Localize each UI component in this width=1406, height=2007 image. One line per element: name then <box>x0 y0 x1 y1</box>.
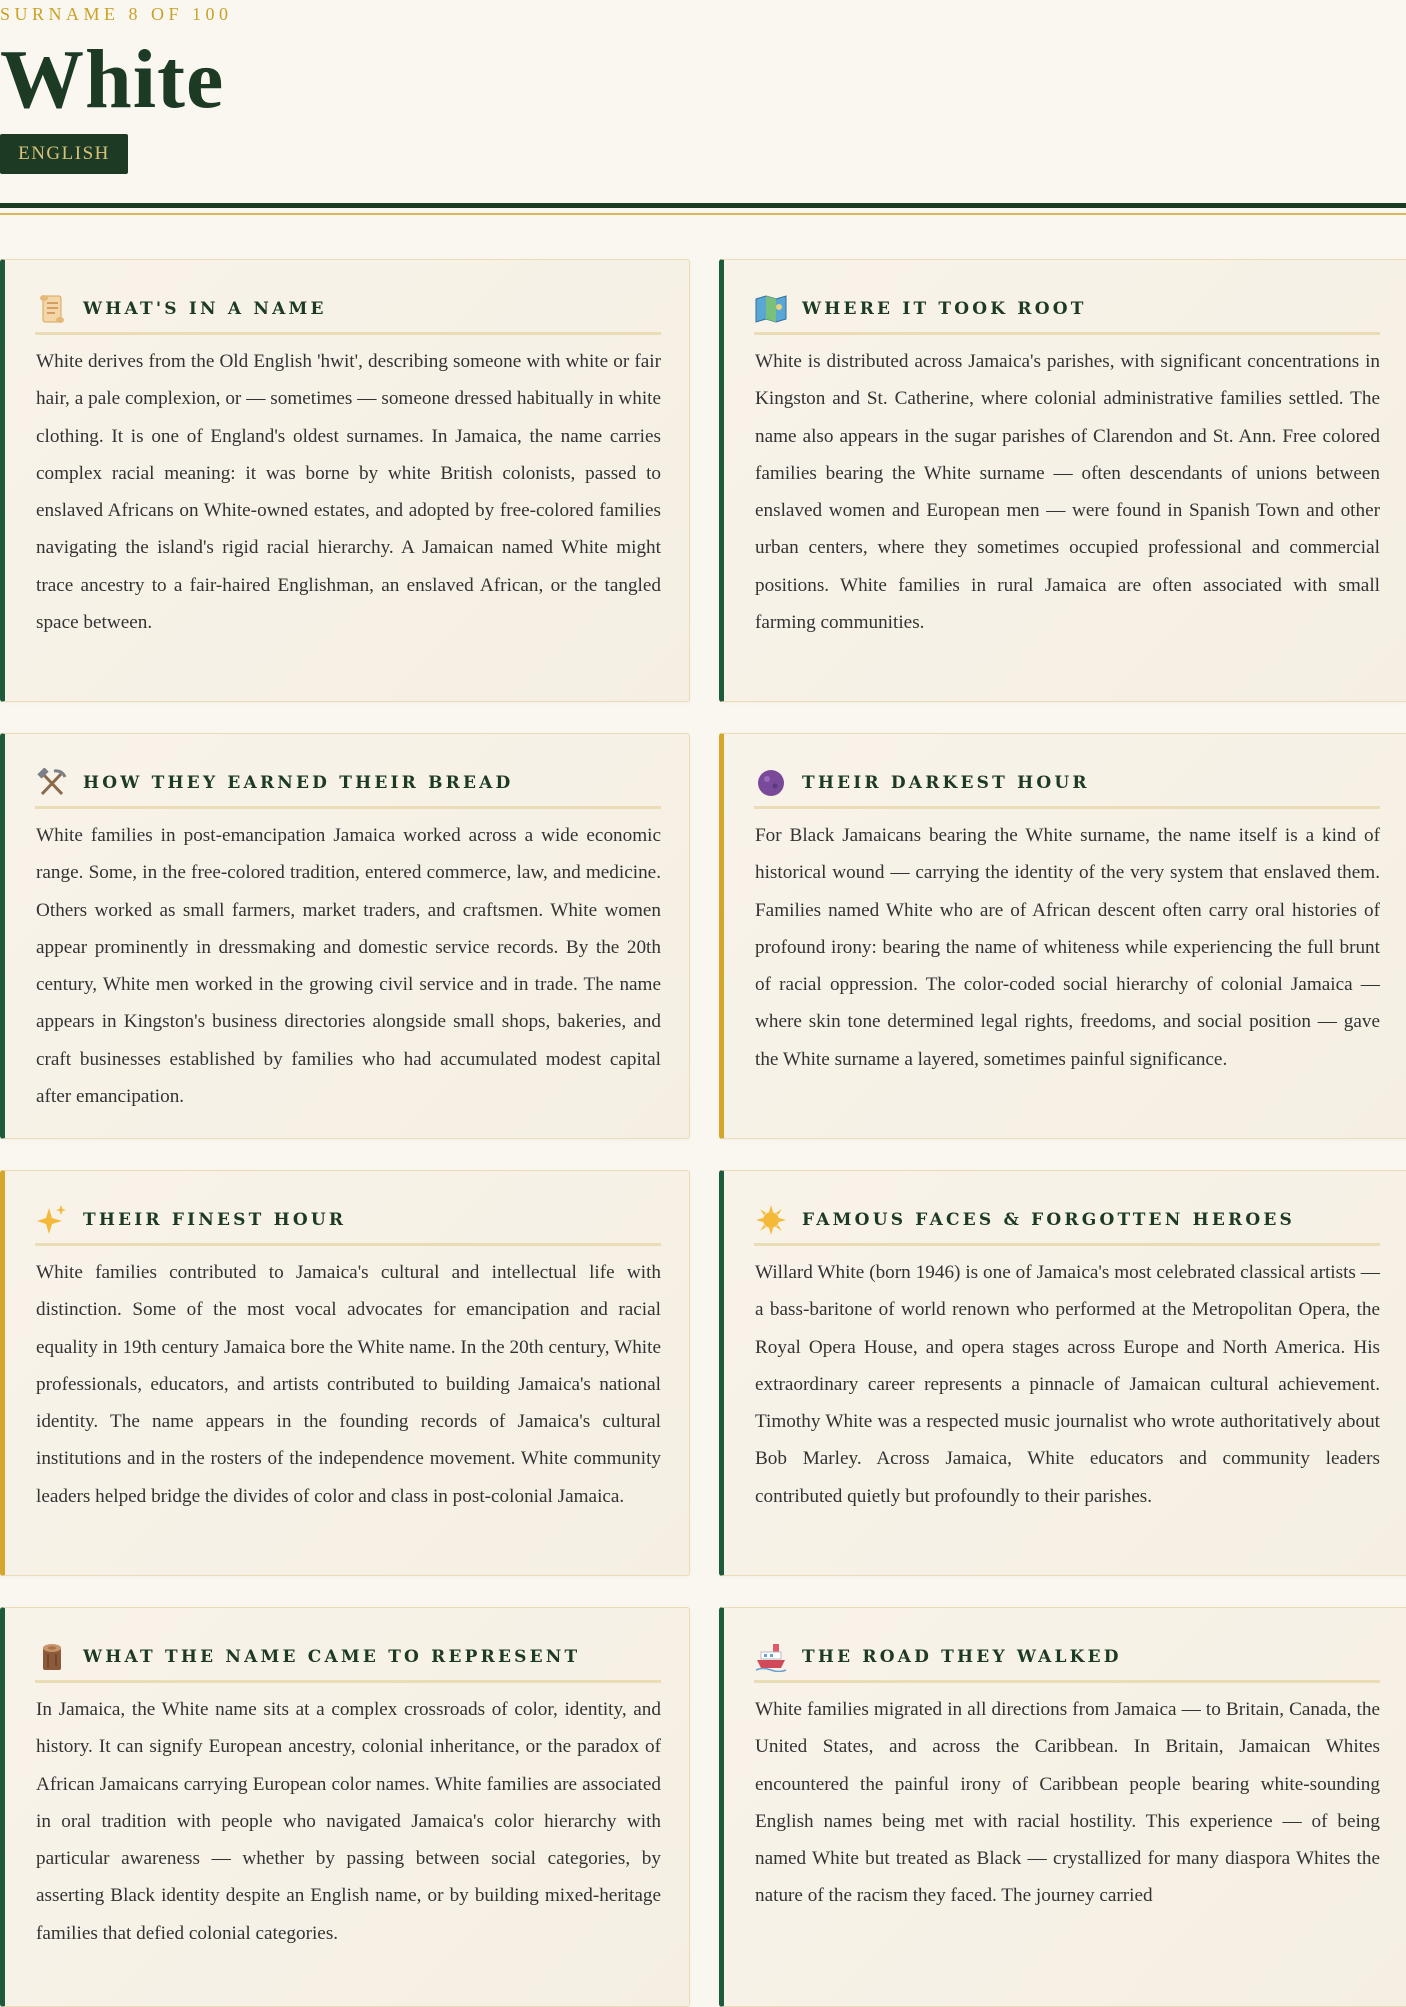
card-famous-faces <box>719 1170 1406 1576</box>
card-body: In Jamaica, the White name sits at a complex crossroads of color, identity, and history. It can signify European ancestry, colonial inheritance, or the paradox of African Jamaicans carrying European color names. White families are associated in oral tradition with people who navigated Jamaica's color hierarchy with particular awareness — whether by passing between social categories, by asserting Black identity despite an English name, or by building mixed-heritage families that defied colonial categories. <box>36 1699 661 1944</box>
map-icon <box>754 292 788 326</box>
card-title: WHAT THE NAME CAME TO REPRESENT <box>83 1647 581 1667</box>
card-header <box>754 1634 1380 1683</box>
surname-title: White <box>0 33 225 126</box>
card-header <box>754 286 1380 335</box>
card-header <box>35 760 661 809</box>
card-title: WHERE IT TOOK ROOT <box>802 299 1087 319</box>
card-title: THEIR FINEST HOUR <box>83 1210 347 1230</box>
header-rule-dark <box>0 203 1406 208</box>
ship-icon <box>754 1640 788 1674</box>
dark-moon-icon <box>754 766 788 800</box>
card-how-they-earned-their-bread <box>0 733 690 1139</box>
card-body: White families in post-emancipation Jamaica worked across a wide economic range. Some, in the free-colored tradition, entered commerce, law, and medicine. Others worked as small farmers, market traders, and craftsmen. White women appear prominently in dressmaking and domestic service records. By the 20th century, White men worked in the growing civil service and in trade. The name appears in Kingston's business directories alongside small shops, bakeries, and craft businesses established by families who had accumulated modest capital after emancipation. <box>36 825 661 1108</box>
card-the-road-they-walked <box>719 1607 1406 2007</box>
card-title: THE ROAD THEY WALKED <box>802 1647 1122 1667</box>
hammer-pick-icon <box>35 766 69 800</box>
tree-stump-icon <box>35 1640 69 1674</box>
sparkles-icon <box>35 1203 69 1237</box>
card-their-finest-hour <box>0 1170 690 1576</box>
card-header <box>35 1197 661 1246</box>
card-title: WHAT'S IN A NAME <box>83 299 327 319</box>
card-where-it-took-root <box>719 259 1406 702</box>
card-header <box>754 760 1380 809</box>
card-title: THEIR DARKEST HOUR <box>802 773 1090 793</box>
card-body: White families contributed to Jamaica's cultural and intellectual life with distinction. Some of the most vocal advocates for emancipation and racial equality in 19th century Jamaica bore the White name. In the 20th century, White professionals, educators, and artists contributed to building Jamaica's national identity. The name appears in the founding records of Jamaica's cultural institutions and in the rosters of the independence movement. White community leaders helped bridge the divides of color and class in post-colonial Jamaica. <box>36 1262 661 1507</box>
scroll-icon <box>35 292 69 326</box>
card-body: White is distributed across Jamaica's parishes, with significant concentrations in Kingston and St. Catherine, where colonial administrative families settled. The name also appears in the sugar parishes of Clarendon and St. Ann. Free colored families bearing the White surname — often descendants of unions between enslaved women and European men — were found in Spanish Town and other urban centers, where they sometimes occupied professional and commercial positions. White families in rural Jamaica are often associated with small farming communities. <box>755 351 1380 634</box>
card-what-the-name-came-to-represent <box>0 1607 690 2007</box>
card-body: Willard White (born 1946) is one of Jamaica's most celebrated classical artists — a bass-baritone of world renown who performed at the Metropolitan Opera, the Royal Opera House, and opera stages across Europe and North America. His extraordinary career represents a pinnacle of Jamaican cultural achievement. Timothy White was a respected music journalist who wrote authoritatively about Bob Marley. Across Jamaica, White educators and community leaders contributed quietly but profoundly to their parishes. <box>755 1262 1380 1507</box>
card-body: White derives from the Old English 'hwit', describing someone with white or fair hair, a pale complexion, or — sometimes — someone dressed habitually in white clothing. It is one of England's oldest surnames. In Jamaica, the name carries complex racial meaning: it was borne by white British colonists, passed to enslaved Africans on White-owned estates, and adopted by free-colored families navigating the island's rigid racial hierarchy. A Jamaican named White might trace ancestry to a fair-haired Englishman, an enslaved African, or the tangled space between. <box>36 351 661 634</box>
card-header <box>35 1634 661 1683</box>
card-header <box>35 286 661 335</box>
card-title: FAMOUS FACES & FORGOTTEN HEROES <box>802 1210 1295 1230</box>
card-body: For Black Jamaicans bearing the White surname, the name itself is a kind of historical wound — carrying the identity of the very system that enslaved them. Families named White who are of African descent often carry oral histories of profound irony: bearing the name of whiteness while experiencing the full brunt of racial oppression. The color-coded social hierarchy of colonial Jamaica — where skin tone determined legal rights, freedoms, and social position — gave the White surname a layered, sometimes painful significance. <box>755 825 1380 1070</box>
origin-badge: ENGLISH <box>0 134 128 174</box>
card-title: HOW THEY EARNED THEIR BREAD <box>83 773 514 793</box>
header-rule-gold <box>0 213 1406 215</box>
surname-counter: SURNAME 8 OF 100 <box>0 4 233 24</box>
card-whats-in-a-name <box>0 259 690 702</box>
sun-icon <box>754 1203 788 1237</box>
card-header <box>754 1197 1380 1246</box>
card-their-darkest-hour <box>719 733 1406 1139</box>
card-body: White families migrated in all directions from Jamaica — to Britain, Canada, the United States, and across the Caribbean. In Britain, Jamaican Whites encountered the painful irony of Caribbean people bearing white-sounding English names being met with racial hostility. This experience — of being named White but treated as Black — crystallized for many diaspora Whites the nature of the racism they faced. The journey carried <box>755 1699 1380 1907</box>
